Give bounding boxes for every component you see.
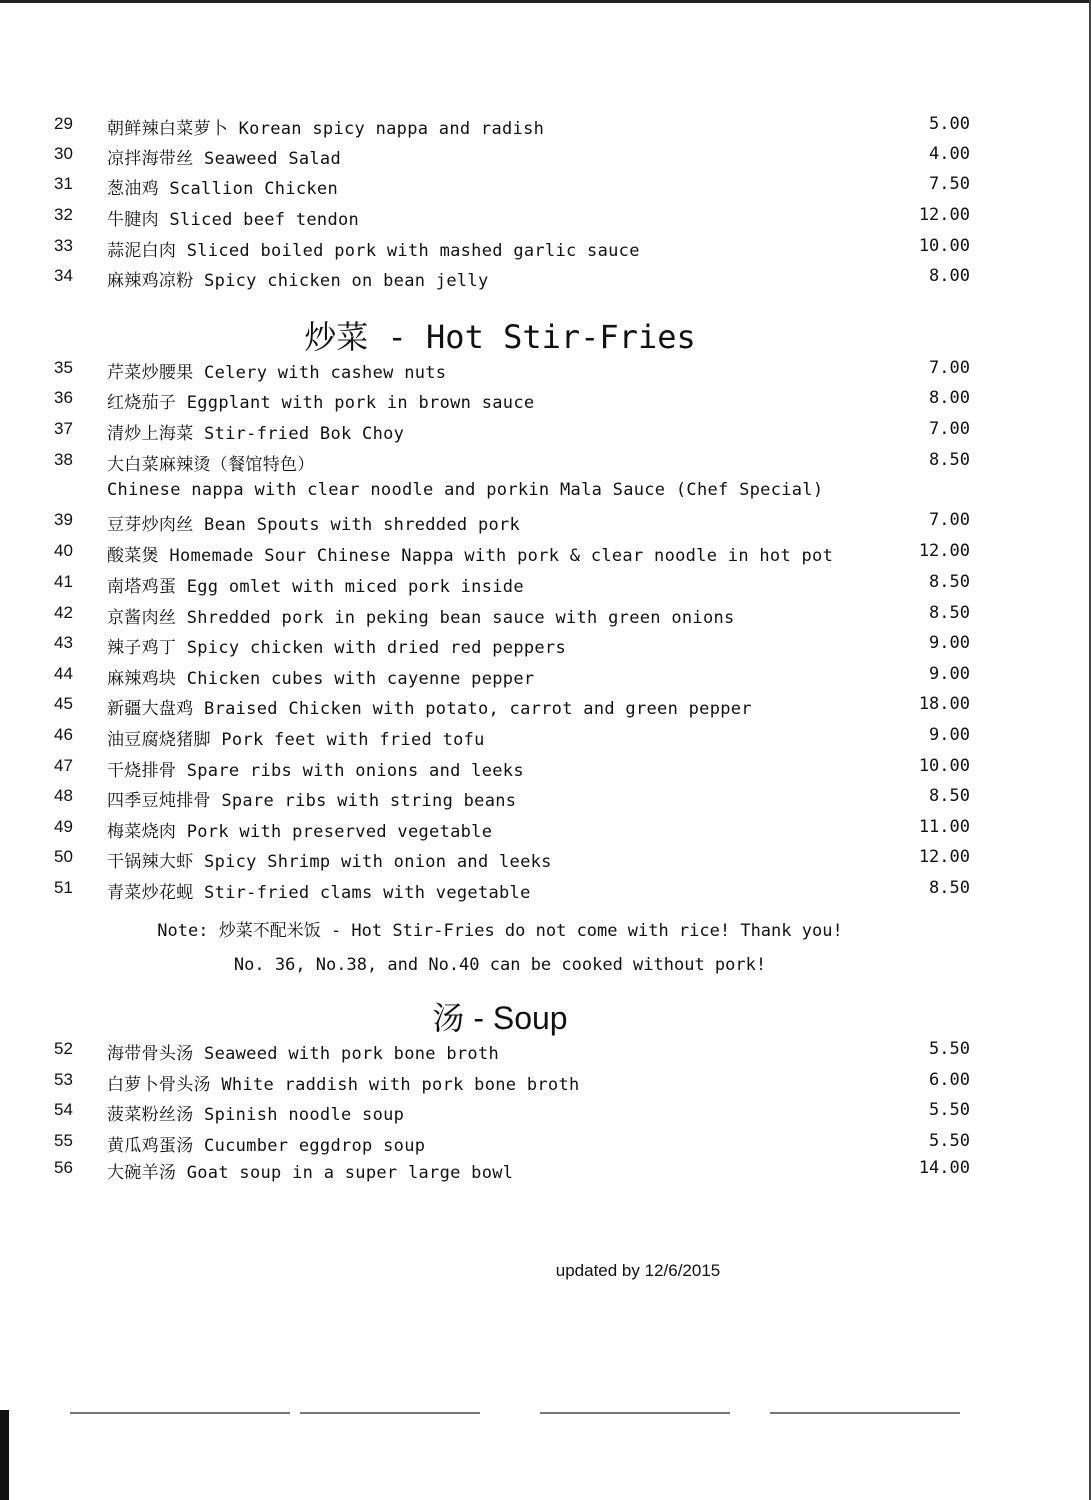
item-price: 8.50 (929, 450, 970, 470)
item-number: 38 (54, 450, 73, 469)
stir-fries-rice-note: Note: 炒菜不配米饭 - Hot Stir-Fries do not come with rice! Thank you! (157, 921, 843, 941)
item-number: 51 (54, 878, 73, 897)
item-price: 9.00 (929, 664, 970, 684)
item-description: 海带骨头汤 Seaweed with pork bone broth (107, 1044, 500, 1064)
item-price: 5.00 (929, 114, 970, 134)
menu-item (0, 266, 1091, 296)
item-description: 京酱肉丝 Shredded pork in peking bean sauce with green onions (107, 608, 735, 628)
menu-item (0, 450, 1091, 480)
menu-item (0, 1131, 1091, 1161)
item-number: 49 (54, 817, 73, 836)
item-number: 32 (54, 205, 73, 224)
item-number: 33 (54, 236, 73, 255)
menu-item (0, 1158, 1091, 1188)
item-price: 7.00 (929, 510, 970, 530)
item-price: 5.50 (929, 1131, 970, 1151)
item-description: 麻辣鸡块 Chicken cubes with cayenne pepper (107, 669, 535, 689)
menu-item (0, 725, 1091, 755)
menu-item (0, 1070, 1091, 1100)
menu-item (0, 510, 1091, 540)
item-number: 29 (54, 114, 73, 133)
item-price: 5.50 (929, 1100, 970, 1120)
item-description: 白萝卜骨头汤 White raddish with pork bone broth (107, 1075, 580, 1095)
item-number: 31 (54, 174, 73, 193)
item-number: 40 (54, 541, 73, 560)
item-price: 9.00 (929, 725, 970, 745)
item-number: 34 (54, 266, 73, 285)
item-number: 50 (54, 847, 73, 866)
item-description: 梅菜烧肉 Pork with preserved vegetable (107, 822, 493, 842)
item-price: 10.00 (918, 236, 970, 256)
item-price: 8.00 (929, 388, 970, 408)
item-price: 7.50 (929, 174, 970, 194)
section-title-soup-cn: 汤 (432, 999, 465, 1037)
item-description: 新疆大盘鸡 Braised Chicken with potato, carrot and green pepper (107, 699, 752, 719)
menu-item (0, 756, 1091, 786)
menu-item (0, 419, 1091, 449)
menu-item (0, 847, 1091, 877)
item-number: 48 (54, 786, 73, 805)
item-price: 4.00 (929, 144, 970, 164)
menu-item (0, 1039, 1091, 1069)
section-title-soup (0, 993, 1000, 1039)
item-description: 清炒上海菜 Stir-fried Bok Choy (107, 424, 405, 444)
item-description: 青菜炒花蚬 Stir-fried clams with vegetable (107, 883, 531, 903)
item-price: 12.00 (918, 847, 970, 867)
item-description: 红烧茄子 Eggplant with pork in brown sauce (107, 393, 535, 413)
item-number: 45 (54, 694, 73, 713)
menu-item (0, 114, 1091, 144)
menu-item (0, 603, 1091, 633)
item-number: 39 (54, 510, 73, 529)
item-price: 10.00 (918, 756, 970, 776)
menu-item (0, 236, 1091, 266)
item-price: 8.50 (929, 603, 970, 623)
item-number: 47 (54, 756, 73, 775)
item-description: 麻辣鸡凉粉 Spicy chicken on bean jelly (107, 271, 489, 291)
scan-artifact (300, 1412, 480, 1414)
item-description: 油豆腐烧猪脚 Pork feet with fried tofu (107, 730, 485, 750)
item-price: 8.00 (929, 266, 970, 286)
item-price: 7.00 (929, 419, 970, 439)
section-title-stir-fries: 炒菜 - Hot Stir-Fries (304, 318, 696, 356)
item-description: 菠菜粉丝汤 Spinish noodle soup (107, 1105, 405, 1125)
item-description: 干锅辣大虾 Spicy Shrimp with onion and leeks (107, 852, 552, 872)
item-description: 酸菜煲 Homemade Sour Chinese Nappa with pork & clear noodle in hot pot (107, 546, 834, 566)
menu-item (0, 205, 1091, 235)
item-number: 52 (54, 1039, 73, 1058)
item-number: 54 (54, 1100, 73, 1119)
item-description: 豆芽炒肉丝 Bean Spouts with shredded pork (107, 515, 521, 535)
item-description: 干烧排骨 Spare ribs with onions and leeks (107, 761, 524, 781)
item-number: 56 (54, 1158, 73, 1177)
item-price: 9.00 (929, 633, 970, 653)
item-description: 大碗羊汤 Goat soup in a super large bowl (107, 1163, 514, 1183)
item-number: 55 (54, 1131, 73, 1150)
item-description: 辣子鸡丁 Spicy chicken with dried red peppers (107, 638, 566, 658)
updated-date: updated by 12/6/2015 (555, 1261, 721, 1280)
item-number: 35 (54, 358, 73, 377)
item-description: 朝鲜辣白菜萝卜 Korean spicy nappa and radish (107, 119, 545, 139)
item-number: 41 (54, 572, 73, 591)
menu-item (0, 572, 1091, 602)
item-price: 12.00 (918, 205, 970, 225)
item-price: 5.50 (929, 1039, 970, 1059)
menu-item (0, 878, 1091, 908)
item-price: 8.50 (929, 572, 970, 592)
scan-artifact (770, 1412, 960, 1414)
item-description: 牛腱肉 Sliced beef tendon (107, 210, 360, 230)
item-number: 36 (54, 388, 73, 407)
menu-item (0, 817, 1091, 847)
item-description: 凉拌海带丝 Seaweed Salad (107, 149, 341, 169)
item-price: 11.00 (918, 817, 970, 837)
menu-item (0, 664, 1091, 694)
item-description: 南塔鸡蛋 Egg omlet with miced pork inside (107, 577, 524, 597)
menu-item (0, 1100, 1091, 1130)
menu-item (0, 388, 1091, 418)
section-title-soup-en: - Soup (464, 1000, 568, 1036)
scan-edge-left (0, 1410, 9, 1500)
item-price: 14.00 (918, 1158, 970, 1178)
item-price: 7.00 (929, 358, 970, 378)
scan-edge-top (0, 0, 1091, 3)
scan-artifact (540, 1412, 730, 1414)
item-number: 37 (54, 419, 73, 438)
item-description: 蒜泥白肉 Sliced boiled pork with mashed garlic sauce (107, 241, 640, 261)
item-number: 44 (54, 664, 73, 683)
menu-item (0, 541, 1091, 571)
item-description: 葱油鸡 Scallion Chicken (107, 179, 338, 199)
item-price: 18.00 (918, 694, 970, 714)
item-description: 大白菜麻辣烫（餐馆特色） (107, 455, 315, 475)
item-number: 43 (54, 633, 73, 652)
item-price: 6.00 (929, 1070, 970, 1090)
item-price: 12.00 (918, 541, 970, 561)
menu-item (0, 358, 1091, 388)
menu-item-continuation (0, 480, 1091, 510)
menu-item (0, 174, 1091, 204)
menu-item (0, 633, 1091, 663)
item-description: 芹菜炒腰果 Celery with cashew nuts (107, 363, 447, 383)
item-number: 46 (54, 725, 73, 744)
item-description-continuation: Chinese nappa with clear noodle and porkin Mala Sauce (Chef Special) (107, 480, 824, 500)
item-price: 8.50 (929, 786, 970, 806)
item-description: 黄瓜鸡蛋汤 Cucumber eggdrop soup (107, 1136, 426, 1156)
menu-item (0, 786, 1091, 816)
menu-item (0, 144, 1091, 174)
item-number: 53 (54, 1070, 73, 1089)
item-number: 42 (54, 603, 73, 622)
item-description: 四季豆炖排骨 Spare ribs with string beans (107, 791, 517, 811)
item-price: 8.50 (929, 878, 970, 898)
menu-item (0, 694, 1091, 724)
scan-artifact (70, 1412, 290, 1414)
stir-fries-pork-note: No. 36, No.38, and No.40 can be cooked without pork! (233, 955, 767, 975)
item-number: 30 (54, 144, 73, 163)
